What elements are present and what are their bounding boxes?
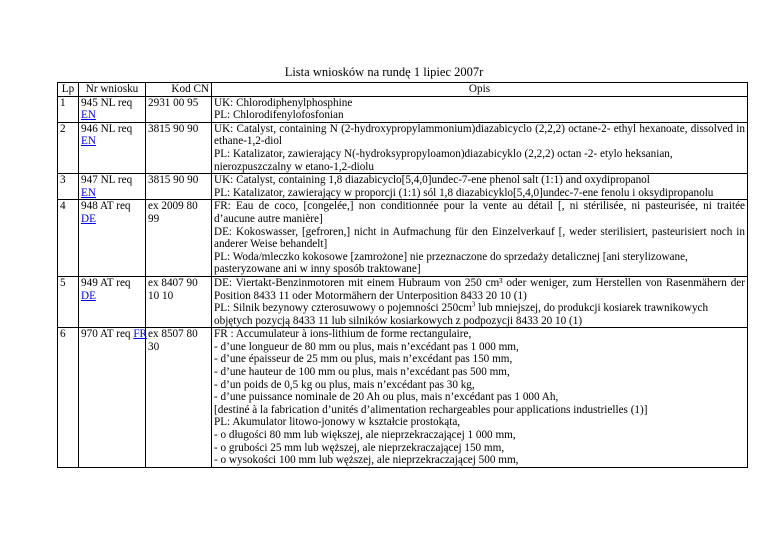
description-line: DE: Kokoswasser, [gefroren,] nicht in Aufmachung für den Einzelverkauf [, weder sterilisiert, pasteurisiert noch in anderer Weise behandelt] bbox=[214, 225, 745, 251]
row-cn-code: ex 8407 90 10 10 bbox=[146, 276, 212, 327]
description-text: PL: Silnik bezynowy czterosuwowy o pojemności 250cm bbox=[214, 302, 472, 315]
row-cn-code: 3815 90 90 bbox=[146, 122, 212, 173]
description-line: FR : Accumulateur à ions-lithium de forme rectangulaire, bbox=[214, 328, 472, 341]
description-line: DE: Viertakt-Benzinmotoren mit einem Hubraum von 250 cm³ oder weniger, zum Herstellen von Rasenmähern der Position 8433 11 oder Motormähern der Unterposition 8433 20 10 (1) bbox=[214, 276, 745, 302]
table-row bbox=[58, 328, 748, 468]
language-link[interactable]: EN bbox=[81, 109, 96, 122]
row-description bbox=[212, 276, 748, 327]
row-cn-code: 3815 90 90 bbox=[146, 174, 212, 200]
language-link[interactable]: EN bbox=[81, 135, 96, 148]
description-line: - o długości 80 mm lub większej, ale nieprzekraczającej 1 000 mm, bbox=[214, 429, 516, 442]
description-line: - o wysokości 100 mm lub węższej, ale nieprzekraczającej 500 mm, bbox=[214, 454, 519, 467]
row-description bbox=[212, 200, 748, 277]
description-line: UK: Chlorodiphenylphosphine bbox=[214, 96, 353, 109]
table-header-row bbox=[58, 83, 748, 97]
row-lp: 6 bbox=[58, 328, 79, 468]
row-cn-code: ex 2009 80 99 bbox=[146, 200, 212, 277]
table-row bbox=[58, 122, 748, 173]
page-title: Lista wniosków na rundę 1 lipiec 2007r bbox=[284, 65, 484, 79]
request-number: 946 NL req bbox=[81, 122, 133, 135]
row-cn-code: ex 8507 80 30 bbox=[146, 328, 212, 468]
row-description bbox=[212, 122, 748, 173]
row-request bbox=[79, 328, 146, 468]
row-description bbox=[212, 96, 748, 122]
column-header-lp: Lp bbox=[58, 83, 79, 97]
table-row bbox=[58, 96, 748, 122]
row-lp: 1 bbox=[58, 96, 79, 122]
language-link[interactable]: DE bbox=[81, 289, 96, 302]
row-request bbox=[79, 122, 146, 173]
description-line: PL: Chlorodifenylofosfonian bbox=[214, 109, 344, 122]
column-header-nr: Nr wniosku bbox=[79, 83, 146, 97]
request-number: 945 NL req bbox=[81, 96, 133, 109]
superscript: 3 bbox=[471, 300, 476, 309]
language-link[interactable]: EN bbox=[81, 186, 96, 199]
description-line: PL: Woda/mleczko kokosowe [zamrożone] nie przeznaczone do sprzedaży detalicznej [ani sterylizowane, pasteryzowane ani w inny sposób traktowane] bbox=[214, 250, 688, 276]
language-link[interactable]: FR bbox=[133, 328, 147, 341]
request-number: 948 AT req bbox=[81, 200, 131, 213]
request-number: 947 NL req bbox=[81, 174, 133, 187]
row-lp: 2 bbox=[58, 122, 79, 173]
table-row bbox=[58, 200, 748, 277]
column-header-cn: Kod CN bbox=[146, 83, 212, 97]
language-link[interactable]: DE bbox=[81, 212, 96, 225]
row-request bbox=[79, 96, 146, 122]
request-number bbox=[81, 328, 147, 340]
row-request bbox=[79, 200, 146, 277]
description-line: - o grubości 25 mm lub węższej, ale nieprzekraczającej 150 mm, bbox=[214, 441, 505, 454]
description-line: PL: Katalizator, zawierający w proporcji (1:1) sól 1,8 diazabicyklo[5,4,0]undec-7-ene fenolu i oksydipropanolu bbox=[214, 186, 714, 199]
description-line: PL: Akumulator litowo-jonowy w kształcie prostokąta, bbox=[214, 416, 461, 429]
description-line: FR: Eau de coco, [congelée,] non conditionnée pour la vente au détail [, ni stérilisée, ni pasteurisée, ni traitée d’aucune autre manière] bbox=[214, 200, 745, 225]
description-line: - d’une hauteur de 100 mm ou plus, mais n’excédant pas 500 mm, bbox=[214, 366, 510, 379]
description-text: lub mniejszej, do produkcji kosiarek trawnikowych objętych pozycją 8433 11 lub silników kosiarkowych z podpozycji 8433 20 10 (1) bbox=[214, 302, 709, 327]
request-number-text: 970 AT req bbox=[81, 328, 131, 341]
table-row bbox=[58, 276, 748, 327]
row-lp: 5 bbox=[58, 276, 79, 327]
description-line: [destiné à la fabrication d’unités d’alimentation rechargeables pour applications industrielles (1)] bbox=[214, 403, 648, 416]
description-line: PL: Katalizator, zawierający N(-hydroksypropyloamon)diazabicyklo (2,2,2) octan -2- etylo heksanian, nierozpuszczalny w etanо-1,2-diolu bbox=[214, 147, 673, 173]
row-request bbox=[79, 174, 146, 200]
description-line: - d’une épaisseur de 25 mm ou plus, mais n’excédant pas 150 mm, bbox=[214, 353, 513, 366]
description-line bbox=[214, 302, 745, 327]
description-line: UK: Catalyst, containing N (2-hydroxypropylammonium)diazabicyclo (2,2,2) octane-2- ethyl hexanoate, dissolved in ethane-1,2-diol bbox=[214, 122, 745, 148]
row-request bbox=[79, 276, 146, 327]
column-header-opis: Opis bbox=[212, 83, 748, 97]
table-row bbox=[58, 174, 748, 200]
row-lp: 4 bbox=[58, 200, 79, 277]
row-lp: 3 bbox=[58, 174, 79, 200]
row-description bbox=[212, 328, 748, 468]
row-cn-code: 2931 00 95 bbox=[146, 96, 212, 122]
row-description bbox=[212, 174, 748, 200]
description-line: - d’une longueur de 80 mm ou plus, mais n’excédant pas 1 000 mm, bbox=[214, 340, 519, 353]
description-line: - d’un poids de 0,5 kg ou plus, mais n’excédant pas 30 kg, bbox=[214, 378, 475, 391]
requests-table bbox=[57, 82, 748, 468]
request-number: 949 AT req bbox=[81, 276, 131, 289]
description-line: - d’une puissance nominale de 20 Ah ou plus, mais n’excédant pas 1 000 Ah, bbox=[214, 391, 559, 404]
description-line: UK: Catalyst, containing 1,8 diazabicyclo[5,4,0]undec-7-ene phenol salt (1:1) and oxydipropanol bbox=[214, 174, 650, 187]
